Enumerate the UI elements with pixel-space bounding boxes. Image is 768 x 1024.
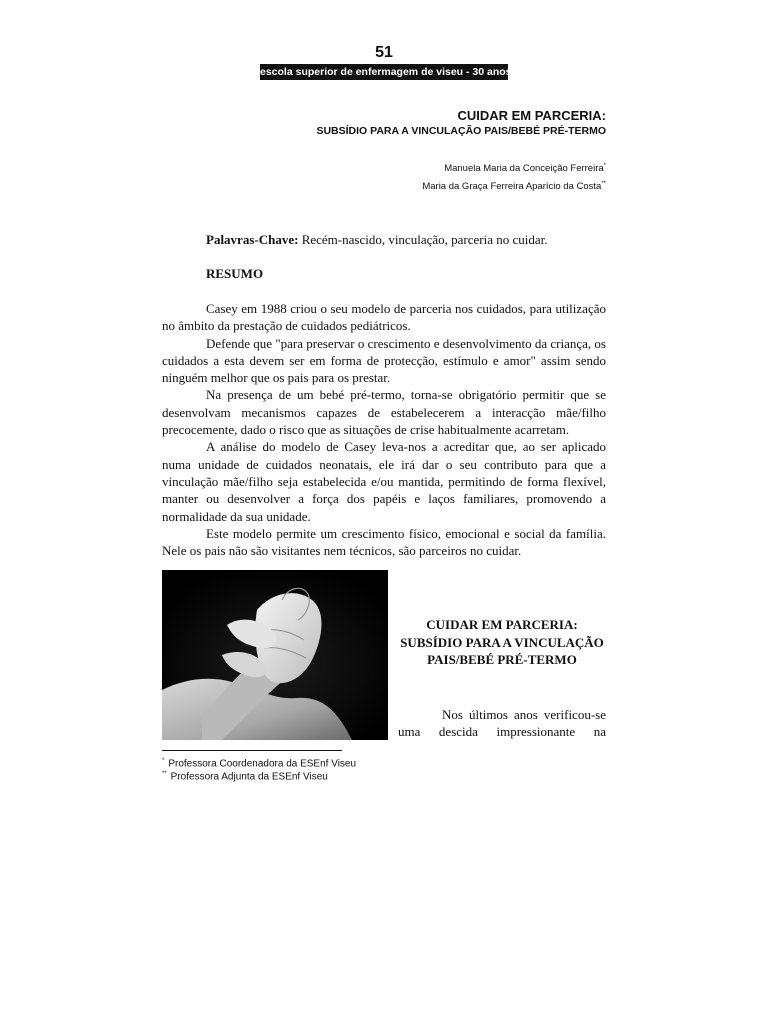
section-title [394, 616, 610, 669]
abstract [162, 300, 606, 559]
abstract-paragraph: Na presença de um bebé pré-termo, torna-se obrigatório permitir que se desenvolvam mecanismos capazes de estabelecerem a interacção mãe/filho precocemente, dado o risco que as situações de crise habitualmente acarretam. [162, 387, 606, 438]
intro-text [398, 706, 606, 741]
abstract-paragraph: Defende que "para preservar o crescimento e desenvolvimento da criança, os cuidados a esta devem ser em forma de protecção, estímulo e amor" assim sendo ninguém melhor que os pais para os prestar. [162, 335, 606, 386]
abstract-paragraph: Este modelo permite um crescimento físico, emocional e social da família. Nele os pais não são visitantes nem técnicos, são parceiros no cuidar. [162, 525, 606, 559]
page-number: 51 [375, 44, 393, 61]
keywords-line [206, 232, 548, 248]
hands-photo-illustration [162, 570, 388, 740]
article-subtitle: SUBSÍDIO PARA A VINCULAÇÃO PAIS/BEBÉ PRÉ-TERMO [316, 125, 606, 137]
intro-paragraph: Nos últimos anos verificou-se uma descida impressionante na [398, 707, 606, 740]
footnote-1-text: Professora Coordenadora da ESEnf Viseu [168, 758, 357, 770]
keywords-text: Recém-nascido, vinculação, parceria no cuidar. [301, 232, 548, 247]
section-title-line: SUBSÍDIO PARA A VINCULAÇÃO [400, 634, 604, 650]
footnote-1 [162, 758, 356, 769]
footnote-2-text: Professora Adjunta da ESEnf Viseu [170, 771, 328, 783]
abstract-paragraph: A análise do modelo de Casey leva-nos a acreditar que, ao ser aplicado numa unidade de cuidados neonatais, ele irá dar o seu contributo para que a vinculação mãe/filho seja estabelecida e/ou mantida, permitindo de forma flexível, manter ou desenvolver a força dos papéis e laços familiares, promovendo a normalidade da sua unidade. [162, 439, 606, 524]
footnote-1-mark: * [162, 758, 165, 764]
journal-banner: escola superior de enfermagem de viseu - 30 anos [260, 66, 512, 78]
footnote-2-mark: ** [162, 771, 167, 777]
section-title-line: PAIS/BEBÉ PRÉ-TERMO [427, 652, 577, 667]
author-2-mark: ** [601, 181, 606, 187]
author-2-name: Maria da Graça Ferreira Aparício da Costa [422, 181, 602, 193]
footnote-2 [162, 771, 328, 782]
author-2 [422, 181, 606, 192]
section-title-line: CUIDAR EM PARCERIA: [426, 617, 578, 632]
author-1-mark: * [603, 163, 606, 169]
resumo-heading: RESUMO [206, 266, 264, 281]
hands-photo [162, 570, 388, 740]
author-1 [444, 163, 606, 174]
article-title: CUIDAR EM PARCERIA: [457, 108, 606, 123]
footnote-divider [162, 750, 342, 751]
abstract-paragraph: Casey em 1988 criou o seu modelo de parceria nos cuidados, para utilização no âmbito da prestação de cuidados pediátricos. [162, 301, 606, 334]
author-1-name: Manuela Maria da Conceição Ferreira [444, 163, 604, 175]
keywords-label: Palavras-Chave: [206, 232, 299, 247]
